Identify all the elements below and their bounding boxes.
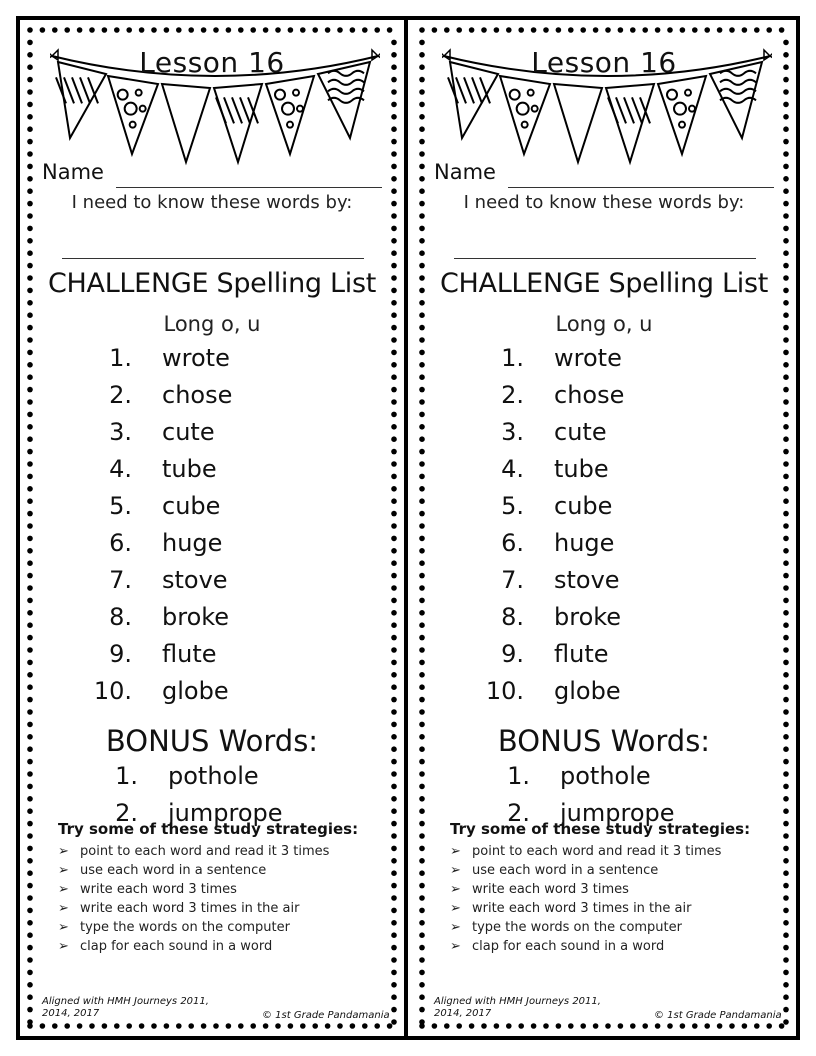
spelling-word: cube [554,492,613,520]
strategy-item [58,920,290,935]
arrow-bullet-icon: ➢ [450,863,461,878]
arrow-bullet-icon: ➢ [58,939,69,954]
strategy-item [450,882,629,897]
spelling-word: cube [162,492,221,520]
spelling-word: flute [162,640,217,668]
strategy-text: type the words on the computer [472,920,682,935]
strategy-item [450,920,682,935]
phonics-pattern: Long o, u [163,312,261,336]
word-number: 9. [109,640,132,668]
due-date-line[interactable] [454,258,756,259]
strategy-text: use each word in a sentence [80,863,267,878]
copyright-note: © 1st Grade Pandamania [654,1010,782,1021]
word-number: 7. [501,566,524,594]
name-label: Name [42,160,104,184]
strategies-title: Try some of these study strategies: [58,820,359,838]
alignment-note: Aligned with HMH Journeys 2011, 2014, 2017 [42,996,209,1019]
strategy-text: clap for each sound in a word [80,939,273,954]
spelling-word: tube [554,455,609,483]
arrow-bullet-icon: ➢ [450,901,461,916]
strategy-item [450,844,721,859]
bookmark-card-right [412,20,796,1036]
due-date-prompt: I need to know these words by: [463,192,745,213]
bonus-word: jumprope [168,799,283,827]
phonics-pattern: Long o, u [555,312,653,336]
arrow-bullet-icon: ➢ [58,920,69,935]
word-number: 8. [109,603,132,631]
lesson-title: Lesson 16 [139,46,285,79]
arrow-bullet-icon: ➢ [450,939,461,954]
word-number: 8. [501,603,524,631]
bonus-title: BONUS Words: [497,724,711,758]
spelling-word: huge [554,529,615,557]
strategy-text: clap for each sound in a word [472,939,665,954]
strategy-text: write each word 3 times [80,882,237,897]
arrow-bullet-icon: ➢ [450,844,461,859]
spelling-word: broke [554,603,622,631]
word-number: 10. [485,677,524,705]
arrow-bullet-icon: ➢ [58,882,69,897]
bonus-title: BONUS Words: [105,724,319,758]
bonus-number: 1. [115,762,138,790]
strategy-item [58,901,299,916]
spelling-word: stove [162,566,228,594]
bonus-word: pothole [168,762,259,790]
strategy-item [58,882,237,897]
strategies-title: Try some of these study strategies: [450,820,751,838]
spelling-word: wrote [554,344,622,372]
strategy-text: write each word 3 times in the air [472,901,692,916]
due-date-line[interactable] [62,258,364,259]
strategy-text: write each word 3 times in the air [80,901,300,916]
word-number: 4. [501,455,524,483]
bonus-word: jumprope [560,799,675,827]
spelling-word: tube [162,455,217,483]
word-number: 9. [501,640,524,668]
arrow-bullet-icon: ➢ [58,901,69,916]
bonus-number: 1. [507,762,530,790]
strategy-item [450,901,691,916]
spelling-word: flute [554,640,609,668]
word-number: 1. [109,344,132,372]
word-number: 10. [93,677,132,705]
word-number: 3. [109,418,132,446]
word-number: 7. [109,566,132,594]
strategy-text: write each word 3 times [472,882,629,897]
strategy-item [58,863,266,878]
word-number: 5. [501,492,524,520]
bonus-number: 2. [507,799,530,827]
word-number: 6. [109,529,132,557]
arrow-bullet-icon: ➢ [450,920,461,935]
spelling-word: broke [162,603,230,631]
strategy-text: type the words on the computer [80,920,290,935]
strategy-item [450,939,664,954]
strategy-text: point to each word and read it 3 times [80,844,330,859]
strategy-text: use each word in a sentence [472,863,659,878]
spelling-word: globe [554,677,621,705]
spelling-word: wrote [162,344,230,372]
bonus-number: 2. [115,799,138,827]
strategy-text: point to each word and read it 3 times [472,844,722,859]
arrow-bullet-icon: ➢ [58,844,69,859]
name-line[interactable] [116,187,382,188]
spelling-word: stove [554,566,620,594]
due-date-prompt: I need to know these words by: [71,192,353,213]
list-title: CHALLENGE Spelling List [47,268,377,299]
bookmark-card-left [20,20,404,1036]
name-label: Name [434,160,496,184]
strategy-item [450,863,658,878]
list-title: CHALLENGE Spelling List [439,268,769,299]
word-number: 3. [501,418,524,446]
spelling-word: globe [162,677,229,705]
lesson-title: Lesson 16 [531,46,677,79]
spelling-word: cute [162,418,215,446]
arrow-bullet-icon: ➢ [450,882,461,897]
spelling-word: chose [162,381,233,409]
spelling-word: chose [554,381,625,409]
strategy-item [58,844,329,859]
word-number: 4. [109,455,132,483]
word-number: 6. [501,529,524,557]
word-number: 2. [109,381,132,409]
arrow-bullet-icon: ➢ [58,863,69,878]
copyright-note: © 1st Grade Pandamania [262,1010,390,1021]
word-number: 1. [501,344,524,372]
spelling-word: cute [554,418,607,446]
word-number: 2. [501,381,524,409]
word-number: 5. [109,492,132,520]
alignment-note: Aligned with HMH Journeys 2011, 2014, 2017 [434,996,601,1019]
strategy-item [58,939,272,954]
bonus-word: pothole [560,762,651,790]
cut-line [404,16,408,1040]
spelling-word: huge [162,529,223,557]
name-line[interactable] [508,187,774,188]
